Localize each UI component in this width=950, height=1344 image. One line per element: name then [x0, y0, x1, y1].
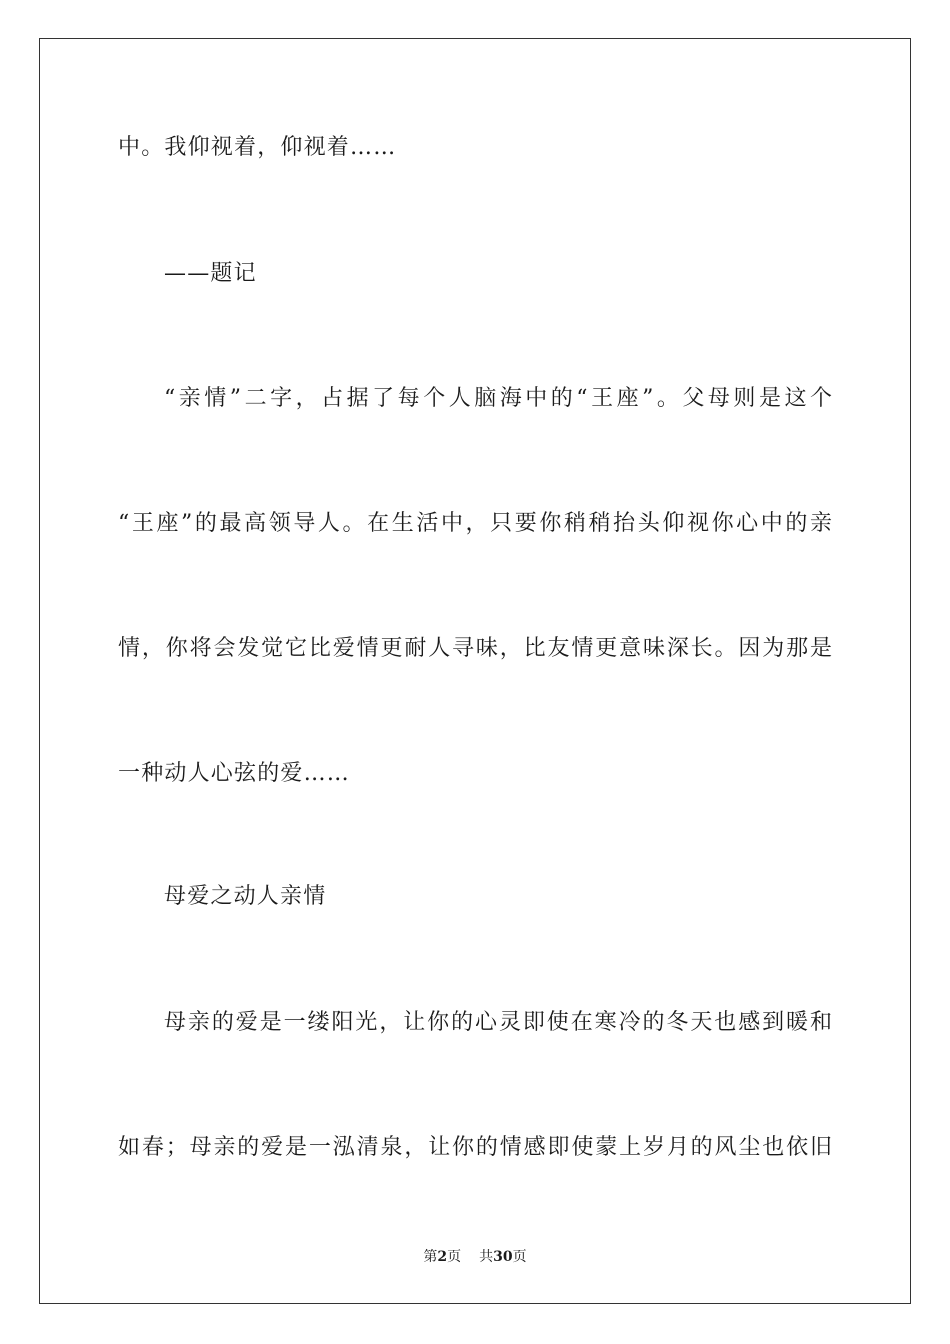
section-heading: 母爱之动人亲情	[164, 884, 327, 909]
page-border	[39, 38, 911, 1304]
page-footer	[0, 1248, 950, 1266]
footer-total-pages: 30	[493, 1249, 513, 1265]
footer-page-suffix: 页	[447, 1249, 462, 1265]
footer-page-prefix: 第	[423, 1249, 438, 1265]
paragraph-2-line-1: 母亲的爱是一缕阳光，让你的心灵即使在寒冷的冬天也感到暖和	[164, 1010, 832, 1035]
paragraph-1-line-4: 一种动人心弦的爱……	[118, 761, 351, 786]
paragraph-1-line-3: 情，你将会发觉它比爱情更耐人寻味，比友情更意味深长。因为那是	[118, 636, 832, 661]
footer-page-number: 2	[437, 1249, 448, 1265]
paragraph-2-line-2: 如春；母亲的爱是一泓清泉，让你的情感即使蒙上岁月的风尘也依旧	[118, 1135, 832, 1160]
footer-total-prefix: 共	[479, 1249, 494, 1265]
epigraph-attribution: ——题记	[164, 261, 257, 286]
paragraph-1-line-2: “王座”的最高领导人。在生活中，只要你稍稍抬头仰视你心中的亲	[118, 511, 832, 536]
footer-total-suffix: 页	[512, 1249, 527, 1265]
paragraph-1-line-1: “亲情”二字，占据了每个人脑海中的“王座”。父母则是这个	[164, 386, 832, 411]
text-line-1: 中。我仰视着，仰视着……	[118, 135, 397, 160]
